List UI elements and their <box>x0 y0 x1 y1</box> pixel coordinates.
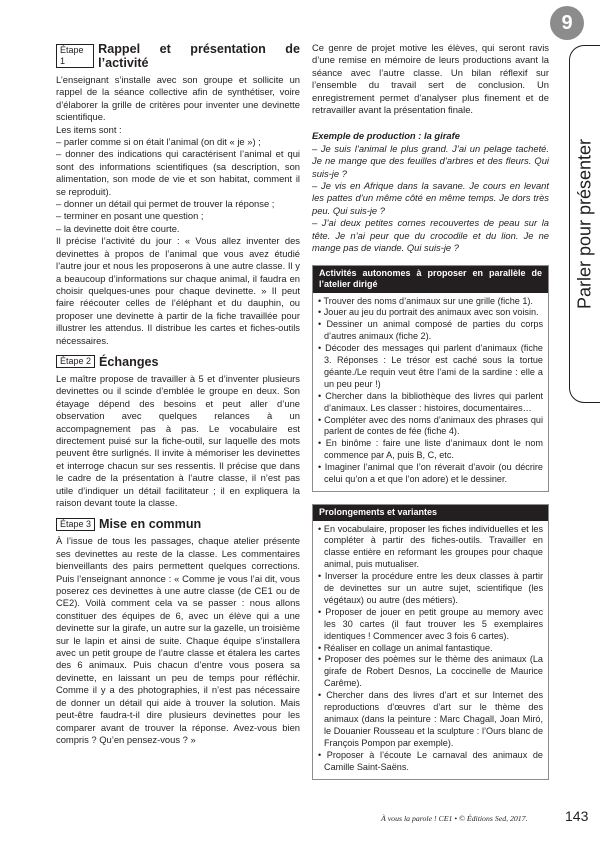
step3-title: Mise en commun <box>99 517 202 532</box>
step1-section <box>56 42 300 347</box>
right-column <box>312 42 549 780</box>
step2-paragraph: Le maître propose de travailler à 5 et d’inventer plusieurs devinettes ou il scinde d’emblée le groupe en deux. Son étayage dépend des besoins et peut aller d’une observation avec quelques relances à un accompagnement pas à pas. Le vocabulaire est directement puisé sur la fiche-outil, sur laquelle des mots peuvent être surlignés. Il invite à mémoriser les devinettes et interroge chacun sur ses ressentis. Il précise que dans le cadre de la présentation à l’autre classe, il n’est pas utile d’indiquer un détail facilitateur ; il en expliquera la raison devant toute la classe. <box>56 372 300 508</box>
list-item: • Proposer des poèmes sur le thème des animaux (La girafe de Robert Desnos, La coccinelle de Maurice Carême). <box>318 654 543 690</box>
step1-paragraph: – donner des indications qui caractérisent l’animal et qui sont des informations scientifiques (sa description, son alimentation, son mode de vie et son habitat, comment il se reproduit). <box>56 148 300 197</box>
example-title: Exemple de production : la girafe <box>312 130 460 142</box>
step3-paragraph: À l’issue de tous les passages, chaque atelier présente ses devinettes au reste de la classe. Les commentaires bienveillants des pairs permettent quelques corrections. Puis l’enseignant annonce : « Comme je vous l’ai dit, vous poserez ces devinettes à une autre classe (de CE1 ou de CE2). Voilà comment cela va se passer : nous allons constituer des équipes de 6, avec un élève qui a une devinette sur la girafe, un autre sur la gazelle, un troisième sur le lapin et ainsi de suite. Chaque équipe s’installera avec un petit groupe de l’autre classe et étalera les cartes des 6 animaux. Puis chacun d’entre vous posera sa devinette, en laissant un peu de temps pour réfléchir. Comme il y a des photographies, il n’est pas nécessaire de donner un détail qui aide à trouver la solution. Mais peut-être faudra-t-il dire plusieurs devinettes pour les comparer avant de trouver la réponse. Avez-vous bien compris ? Qu’en pensez-vous ? » <box>56 535 300 745</box>
step1-label: Étape 1 <box>56 44 94 68</box>
page-number: 143 <box>565 808 589 824</box>
box-title: Prolongements et variantes <box>313 505 548 521</box>
list-item: • Inverser la procédure entre les deux classes à partir de devinettes sur un autre sujet, scientifique (les végétaux) ou autre (des métiers). <box>318 571 543 607</box>
box-title: Activités autonomes à proposer en parallèle de l’atelier dirigé <box>313 266 548 293</box>
list-item: • Chercher dans des livres d’art et sur Internet des reproductions d’œuvres d’art sur le thème des animaux (dans la peinture : Marc Chagall, Joan Miró, le Douanier Rousseau et la sculpture : l’Ours blanc de François Pompon par exemple). <box>318 690 543 750</box>
step2-label: Étape 2 <box>56 355 95 368</box>
list-item: • Trouver des noms d’animaux sur une grille (fiche 1). <box>318 296 543 308</box>
intro-paragraph: Ce genre de projet motive les élèves, qui seront ravis d’une remise en mémoire de leurs productions avant la séance avec l’autre classe. Un bilan réflexif sur l’ensemble du travail sert de conclusion. Un enregistrement permet d’analyser plus finement et de retravailler avant la présentation finale. <box>312 42 549 116</box>
step1-paragraph: Il précise l’activité du jour : « Vous allez inventer des devinettes à propos de l’animal que vous avez étudié l’autre jour et nous les proposerons à une autre classe. Il y a beaucoup d’informations sur chaque animal, il faudra en choisir quelques-unes pour chaque devinette. » Il peut faire réécouter celles de l’éléphant et du dauphin, ou proposer une devinette à partir de la fiche travaillée pour illustrer les attendus. Il distribue les cartes et fiches-outils nécessaires. <box>56 235 300 346</box>
step1-paragraph: – parler comme si on était l’animal (on dit « je ») ; <box>56 136 261 148</box>
extensions-box <box>312 504 549 780</box>
extension-list <box>313 521 548 779</box>
step1-paragraph: – donner un détail qui permet de trouver la réponse ; <box>56 198 275 210</box>
example-line: – Je suis l’animal le plus grand. J’ai un pelage tacheté. Je ne mange que des feuilles d’arbres et des fleurs. Qui suis-je ? <box>312 142 549 179</box>
step1-paragraph: Les items sont : <box>56 123 122 135</box>
list-item: • Compléter avec des noms d’animaux des phrases qui parlent de contes de fée (fiche 4). <box>318 415 543 439</box>
list-item: • Imaginer l’animal que l’on réverait d’avoir (ou décrire celui qu’on a et que l’on adore) et le dessiner. <box>318 462 543 486</box>
list-item: • Dessiner un animal composé de parties du corps d’autres animaux (fiche 2). <box>318 319 543 343</box>
step1-paragraph: – terminer en posant une question ; <box>56 210 204 222</box>
step3-section <box>56 517 300 746</box>
page-footer: À vous la parole ! CE1 • © Éditions Sed, 2017. <box>381 814 528 823</box>
list-item: • Proposer de jouer en petit groupe au memory avec les 30 cartes (il faut trouver les 5 exemplaires identiques ! Commencer avec 3 fois 6 cartes). <box>318 607 543 643</box>
chapter-badge: 9 <box>550 6 584 40</box>
list-item: • En vocabulaire, proposer les fiches individuelles et les compléter à partir des fiches-outils. Travailler en classe entière en reformant les groupes pour chaque animal, puis mutualiser. <box>318 524 543 572</box>
chapter-side-tab <box>569 45 600 403</box>
list-item: • Réaliser en collage un animal fantastique. <box>318 643 543 655</box>
step1-title: Rappel et présentation de l’activité <box>98 42 300 70</box>
step3-label: Étape 3 <box>56 518 95 531</box>
example-line: – Je vis en Afrique dans la savane. Je cours en levant les pattes d’un même côté en même temps. Je dors très peu. Qui suis-je ? <box>312 180 549 216</box>
list-item: • Jouer au jeu du portrait des animaux avec son voisin. <box>318 307 543 319</box>
example-line: – J’ai deux petites cornes recouvertes de peau sur la tête. Je n’ai peur que du crocodile et du lion. Je ne mange pas de viande. Qui suis-je ? <box>312 217 549 254</box>
list-item: • Chercher dans la bibliothèque des livres qui parlent d’animaux. Les classer : histoires, documentaires… <box>318 391 543 415</box>
step1-paragraph: – la devinette doit être courte. <box>56 222 180 234</box>
side-tab-label: Parler pour présenter <box>574 138 595 310</box>
step2-title: Échanges <box>99 354 159 369</box>
activity-list <box>313 293 548 492</box>
list-item: • Décoder des messages qui parlent d’animaux (fiche 3. Réponses : Le trésor est caché sous la tortue géante./Le requin veut être l’ami de la sardine : elle a un peu peur !) <box>318 343 543 391</box>
step1-paragraph: L’enseignant s’installe avec son groupe et sollicite un rappel de la séance collective afin de synthétiser, voire d’élaborer la grille de critères pour inventer une devinette scientifique. <box>56 74 300 123</box>
step2-section <box>56 355 300 509</box>
list-item: • En binôme : faire une liste d’animaux dont le nom commence par A, puis B, C, etc. <box>318 438 543 462</box>
list-item: • Proposer à l’écoute Le carnaval des animaux de Camille Saint-Saëns. <box>318 750 543 774</box>
left-column <box>56 42 300 754</box>
autonomous-activities-box <box>312 265 549 493</box>
